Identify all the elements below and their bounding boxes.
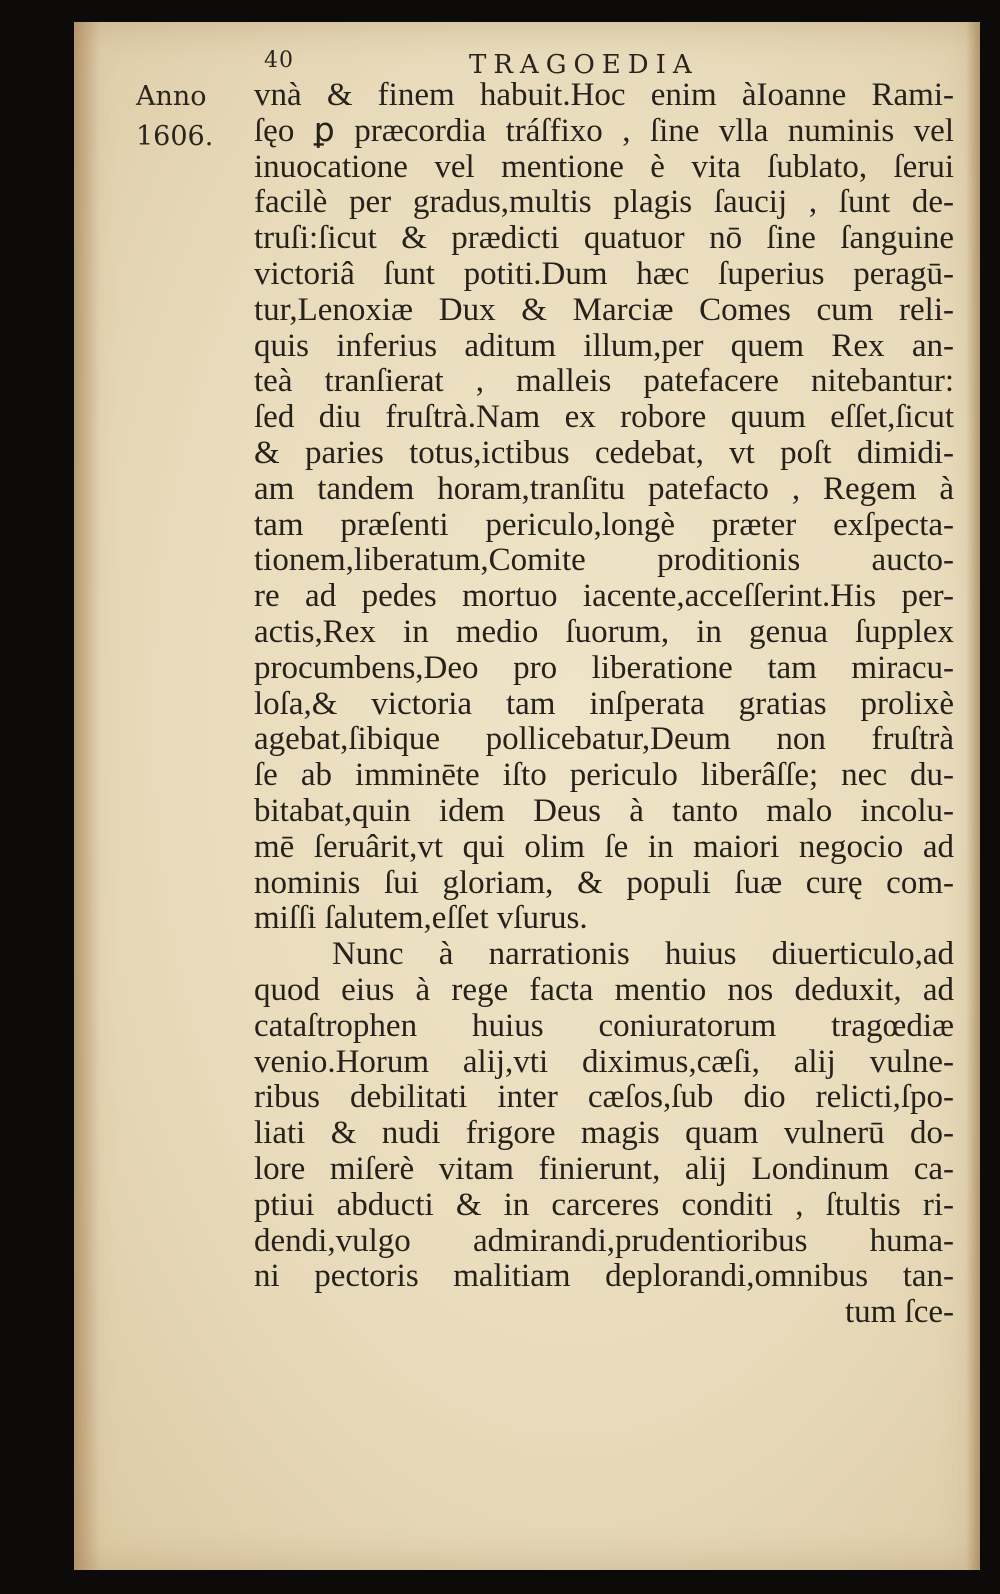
text-line: mē ſeruârit,vt qui olim ſe in maiori negocio ad: [254, 828, 954, 865]
text-line: nominis ſui gloriam, & populi ſuæ curę com-: [254, 864, 954, 901]
margin-note-line: Anno: [136, 81, 207, 112]
text-line: victoriâ ſunt potiti.Dum hæc ſuperius peragū-: [254, 255, 954, 292]
text-line: truſi:ſicut & prædicti quatuor nō ſine ſanguine: [254, 220, 954, 257]
text-line: procumbens,Deo pro liberatione tam miracu-: [254, 649, 954, 686]
text-line: teà tranſierat , malleis patefacere nitebantur:: [254, 363, 954, 400]
text-line: agebat,ſibique pollicebatur,Deum non fruſtrà: [254, 721, 954, 758]
book-page: [74, 22, 980, 1570]
text-line: facilè per gradus,multis plagis ſaucij , ſunt de-: [254, 184, 954, 221]
text-line: tam præſenti periculo,longè præter exſpecta-: [254, 506, 954, 543]
text-line: venio.Horum alij,vti diximus,cæſi, alij vulne-: [254, 1043, 954, 1080]
text-line: vnà & finem habuit.Hoc enim àIoanne Rami-: [254, 77, 954, 113]
page-number: 40: [264, 48, 294, 73]
text-line: dendi,vulgo admirandi,prudentioribus huma-: [254, 1222, 954, 1259]
text-line: ni pectoris malitiam deplorandi,omnibus tan-: [254, 1258, 954, 1295]
text-line: ſe ab imminēte iſto periculo liberâſſe; nec du-: [254, 757, 954, 794]
text-line: quod eius à rege facta mentio nos deduxit, ad: [254, 971, 954, 1008]
text-line: tur,Lenoxiæ Dux & Marciæ Comes cum reli-: [254, 291, 954, 328]
catchword: tum ſce-: [844, 1294, 954, 1331]
text-line: inuocatione vel mentione è vita ſublato, ſerui: [254, 148, 954, 185]
text-line: cataſtrophen huius coniuratorum tragœdiæ: [254, 1007, 954, 1044]
page-edge-shadow: [966, 22, 980, 1570]
text-line: re ad pedes mortuo iacente,acceſſerint.His per-: [254, 578, 954, 615]
text-line: am tandem horam,tranſitu patefacto , Regem à: [254, 470, 954, 507]
margin-note-line: 1606.: [136, 121, 214, 152]
text-line: ſed diu fruſtrà.Nam ex robore quum eſſet,ſicut: [254, 399, 954, 436]
text-line: liati & nudi frigore magis quam vulnerū do-: [254, 1115, 954, 1152]
margin-note-year: [136, 77, 213, 157]
text-line: actis,Rex in medio ſuorum, in genua ſupplex: [254, 613, 954, 650]
text-line: ſęo ꝑ præcordia tráſfixo , ſine vlla numinis vel: [254, 112, 954, 149]
text-line: loſa,& victoria tam inſperata gratias prolixè: [254, 685, 954, 722]
text-line: Nunc à narrationis huius diuerticulo,ad: [332, 936, 954, 973]
text-line: quis inferius aditum illum,per quem Rex an-: [254, 327, 954, 364]
binding-shadow: [74, 22, 100, 1570]
text-line: ribus debilitati inter cæſos,ſub dio relicti,ſpo-: [254, 1079, 954, 1116]
text-line: ptiui abducti & in carceres conditi , ſtultis ri-: [254, 1186, 954, 1223]
text-line: bitabat,quin idem Deus à tanto malo incolu-: [254, 792, 954, 829]
body-text: [254, 78, 954, 1331]
text-line: miſſi ſalutem,eſſet vſurus.: [254, 900, 588, 937]
text-line: lore miſerè vitam finierunt, alij Londinum ca-: [254, 1150, 954, 1187]
running-title: TRAGOEDIA: [469, 50, 699, 80]
text-line: & paries totus,ictibus cedebat, vt poſt dimidi-: [254, 434, 954, 471]
text-line: tionem,liberatum,Comite proditionis aucto-: [254, 542, 954, 579]
